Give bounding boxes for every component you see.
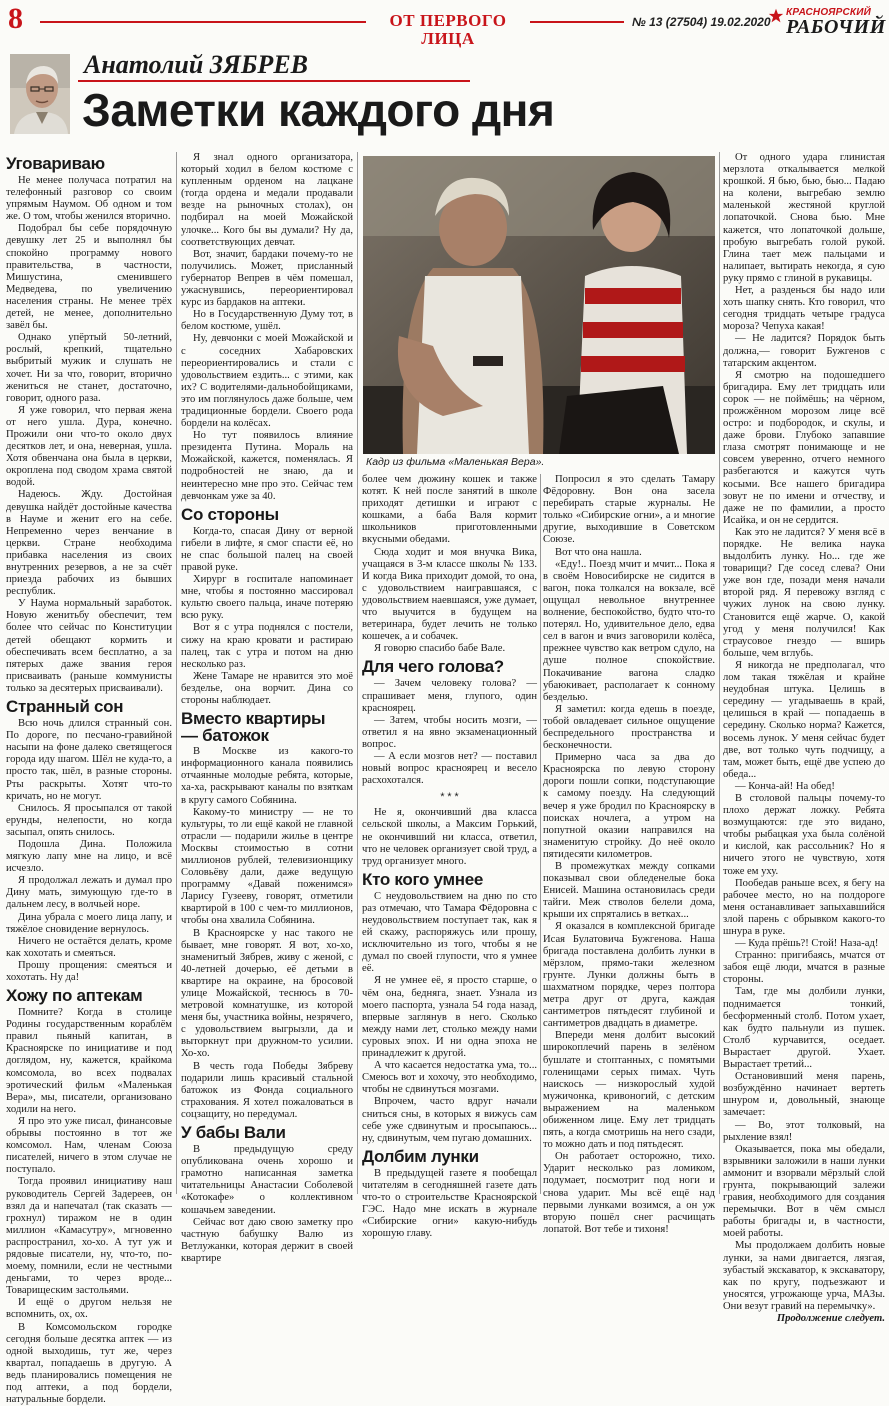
paragraph: А что касается недостатка ума, то... Смеюсь вот и хохочу, это необходимо, чтобы не сдвинуться мозгами. [362,1060,537,1096]
paragraph: С неудовольствием на дню по сто раз отмечаю, что Тамара Фёдоровна с неудовольствием поступает так, как я ей скажу, распоряжусь или прошу, исключительно из того, чтобы я не думал по своей глупости, что я умнее её. [362,890,537,975]
paragraph: — Затем, чтобы носить мозги, — ответил я на явно экзаменационный вопрос. [362,714,537,750]
stars-divider: * * * [440,791,459,804]
paragraph: Я продолжал лежать и думал про Дину мать, зимующую где-то в дальнем лесу, в волчьей норе. [6,875,172,911]
logo-star-icon [768,8,784,24]
paragraph: Оказывается, пока мы обедали, взрывники заложили в наши лунки аммонит и взорвали мёрзлый слой грунта, покрывающий залежи гравия, необходимого для создания перемычки. Вот в чём смысл работы бригады и, в частности, моей работы. [723,1143,885,1240]
paragraph: Сюда ходит и моя внучка Вика, учащаяся в 3-м классе школы № 133. И когда Вика приходит домой, то она, с удовольствием наигравшаяся, с удовольствием наевшаяся, уже думает, что выучится в будущем на ветеринара, будет лечить не только кошечек, а и собачек. [362,546,538,643]
paragraph: Как это не ладится? У меня всё в порядке. Не велика наука выдолбить лунку. Но... где же товарищи? Где сосед слева? Они уже вон где, позади меня начали второй ряд. Я перевожу взгляд с чужих лунок на свою лунку. Становится ещё жарче. О, какой угод у меня получился! Как страусовое гнездо — вширь больше, чем вглубь. [723,526,885,659]
paragraph: Остановивший меня парень, возбуждённо начинает вертеть шнуром и, довольный, знающе замечает: [723,1071,885,1119]
paragraph: Ничего не остаётся делать, кроме как хохотать и смеяться. [6,935,172,959]
paragraph: Какому-то министру — не то культуры, то ли ещё какой не главной отрасли — подарили жилье в центре Москвы стоимостью в сотни миллионов рублей, телевизионщику Соловьёву дали, даже ведущую программу «Давай поженимся» Ларису Гузееву, говорят, отметили квартирой в 100 с чем-то миллионов, чтобы она хвалила Собянина. [181,806,353,927]
paragraph: От одного удара глинистая мерзлота откалывается мелкой крошкой. Я бью, бью, бью... Падаю на колени, выгребаю землю маленькой жестяной круглой лопаточкой. Снова бью. Мне кажется, что лопаточкой дольше, пробую выгребать голой рукой. Глина тает меж пальцами и налипает, вытирать некогда, я сую руку прямо с глиной в рукавицы. [723,152,885,284]
paragraph: Вот я с утра поднялся с постели, сижу на краю кровати и растираю палец, так с утра и потом на дню несколько раз. [181,622,353,670]
paragraph: Я про это уже писал, финансовые обрывы постоянно в тот же комсомол. Нам, членам Союза писателей, ничего в этом случае не поступало. [6,1115,172,1176]
paragraph: Я не умнее её, я просто старше, о чём она, бедняга, знает. Узнала из моего паспорта, узнала 54 года назад, впервые заглянув в него. Сколько между нами лет, столько между нами суровых эпох. И ни одна эпоха не принадлежит к другой. [362,975,537,1060]
column-4 [543,474,715,1235]
paragraph: — Куда прёшь?! Стой! Наза-ад! [735,938,879,950]
paragraph: Но в Государственную Думу тот, в белом костюме, ушёл. [181,309,353,333]
section-heading: Уговариваю [6,154,105,173]
paragraph: Впрочем, часто вдруг начали сниться сны, в которых я вижусь сам себе уже сдвинутым и просыпаюсь... ну, сдвинутым, чем пугаю домашних. [362,1096,537,1144]
author-rule [78,80,470,82]
section-heading-line-1: Вместо квартиры [181,709,326,729]
section-heading: Со стороны [181,504,279,524]
header-rule-right [530,21,624,23]
column-5 [723,152,885,1324]
paragraph: — А если мозгов нет? — поставил новый вопрос красноярец и весело расхохотался. [362,750,537,787]
article-title: Заметки каждого дня [82,84,555,136]
paragraph: У Наума нормальный заработок. Новую женитьбу обеспечит, тем более что сейчас по Конституции детей обещают кормить и обеспечивать всем бесплатно, а за пятерых даже звания героя присваивать (раньше коммунисты только за десятерых присваивали). [6,598,172,694]
paragraph: Дина убрала с моего лица лапу, и тяжёлое сновидение вернулось. [6,911,172,935]
column-2 [181,152,353,1264]
photo-caption: Кадр из фильма «Маленькая Вера». [366,456,545,468]
paragraph: Я оказался в комплексной бригаде Исая Булатовича Бужгенова. Наша бригада поставлена долбить лунки в мёрзлом, прямо-таки железном грунте. Лунки должны быть в шахматном порядке, через полтора метра друг от друга, каждая сантиметров пятьдесят глубиной и сантиметров двадцать в диаметре. [543,921,715,1030]
section-heading [181,710,353,744]
paragraph: «Еду!.. Поезд мчит и мчит... Пока я в своём Новосибирске не сидится в вагон, пока толкался на вокзале, всё ощущал невольное внутреннее волнение, беспокойство, будто что-то потерял. Но, удивительное дело, едва сел в вагон и вчиз заговорили колёса, прежнее чувство как ветром сдуло, на душе полное спокойствие. Покачивание вагона сладко убаюкивает, располагает к сонному безделью. [543,558,715,703]
paragraph: В Красноярске у нас такого не бывает, мне говорят. Я вот, хо-хо, знаменитый Зябрев, живу с женой, с 40-летней дочерью, её детьми в квартире на окраине, на бросовой улице Можайской, теснюсь в 70-метровой комнатушке, из которой меня бы, участника войны, незрячего, с удовольствием выгрызли, да и выторкнут при дружном-то усилии. Хо-хо. [181,927,353,1060]
paragraph: Прошу прощения: смеяться и хохотать. Ну да! [6,959,172,983]
paragraph: Снилось. Я просыпался от такой ерунды, нелепости, но когда засыпал, опять снилось. [6,802,172,838]
paragraph: Впереди меня долбит высокий широкоплечий парень в зелёном бушлате и стоптанных, с помятыми голенищами серых пимах. Чуть наискось — низкорослый худой мужичонка, кривоногий, с детским выражением на маленьком обиженном лице. Ему лет тридцать пять, а когда смотришь на него сзади, то можно дать и под пятьдесят. [543,1030,715,1151]
paragraph: Я говорю спасибо бабе Вале. [374,643,506,655]
paragraph: Подошла Дина. Положила мягкую лапу мне на лицо, и всё исчезло. [6,838,172,875]
paragraph: Я заметил: когда едешь в поезде, тобой овладевает сильное ощущение беспредельного пространства и бесконечности. [543,703,715,752]
film-still-photo [363,156,715,454]
paragraph: В Комсомольском городке сегодня больше десятка аптек — из одной выходишь, тут же, через квартал, попадаешь в другую. А ведь планировались помещения не под аптеки, а под бордели, натуральные бордели. [6,1321,172,1406]
section-heading: Странный сон [6,697,124,717]
paragraph: Но тут появилось влияние президента Путина. Мораль на Можайской, кажется, поменялась. Я подробностей не знаю, да и неинтересно мне про это. Сейчас тем девчонкам уже за 40. [181,430,353,502]
paragraph: Я знал одного организатора, который ходил в белом костюме с купленным орденом на лацкане (тогда ордена и медали продавали везде на рыночных столах), он подбирал на моей Можайской улочке... Кого бы вы думали? Ну да, соответствующих девчат. [181,152,353,248]
column-separator [176,152,177,1194]
paragraph: Пообедав раньше всех, я бегу на рабочее место, но на полдороге меня останавливает запыхавшийся злой парень с обрывком какого-то шнура в руке. [723,877,885,937]
paragraph: В предыдущую среду опубликована очень хорошо и грамотно написанная заметка читательницы Анастасии Соболевой «Котокафе» о коллективном кошачьем заведении. [181,1144,353,1216]
paragraph: Подобрал бы себе порядочную девушку лет 25 и выполнял бы спокойно программу нового правительства, в частности, Мишустина, сменившего Медведева, по увеличению населения страны. Не менее трёх детей, не менее, дополнительно завёл бы. [6,223,172,332]
section-heading: Для чего голова? [362,657,504,677]
paragraph: Хирург в госпитале напоминает мне, чтобы я постоянно массировал культю своего пальца, иначе потеряю всю руку. [181,574,353,622]
column-3 [362,474,538,1240]
paragraph: Вот, значит, бардаки почему-то не получились. Может, присланный губернатор Вепрев в чём помешал, ужаснувшись, переориентировал курс из бардаков на аптеки. [181,248,353,309]
paragraph: Помните? Когда в столице Родины государственным кораблём правил пьяный капитан, в Красноярске по инициативе и под доглядом, ну, кажется, крайкома комсомола, во всех подвалах эротический фильм «Маленькая Вера», мы, писатели, организовано ходили на него. [6,1007,172,1115]
paragraph: В промежутках между сопками показывал свои обледенелые бока Енисей. Машина остановилась среди тайги. Меж стволов белели дома, крыши их спрятались в ветках... [543,861,715,921]
column-separator [719,152,720,1194]
page-number: 8 [8,2,23,35]
paragraph: Когда-то, спасая Дину от верной гибели в лифте, я смог спасти её, но не спас большой палец на своей правой руке. [181,525,353,573]
paragraph: Примерно часа за два до Красноярска по левую сторону дороги пошли сопки, подступающие к самому поезду. На следующий вечер я уже бродил по Красноярску в поисках ночлега, а утром на попутной оказии направился на знаменитую стройку. До неё около пятидесяти километров. [543,752,715,860]
paragraph: — Зачем человеку голова? — спрашивает меня, глупого, один красноярец. [362,678,537,714]
section-heading-line-2: — батожок [181,726,269,746]
column-separator [540,474,541,1194]
paragraph: Попросил я это сделать Тамару Фёдоровну. Вон она засела перебирать старые журналы. Не только «Сибирские огни», а и многие другие, выходившие в Советском Союзе. [543,474,715,546]
column-separator [357,152,358,1194]
paragraph: Я смотрю на подошедшего бригадира. Ему лет тридцать или сорок — не поймёшь; на чёрном, прожжённом морозом лице всё остро: и подбородок, и скулы, и даже брови. Глубоко запавшие глаза смотрят понимающе и не совсем уверенно, отчего немного разбегаются и кажутся чуть косыми. Все нашего бригадира зовут не по имени и отчеству, и даже не по фамилии, а просто Исайка, и он не сердится. [723,369,885,526]
paragraph: более чем дюжину кошек и также котят. К ней после занятий в школе приходят детишки и играют с кошками, а баба Валя кормит школьников приготовленными вкусными обедами. [362,474,537,546]
paragraph: Странно: пригибаясь, мчатся от забоя ещё люди, мчатся в разные стороны. [723,950,885,986]
author-name: Анатолий ЗЯБРЕВ [84,50,308,79]
paragraph: Не менее получаса потратил на телефонный разговор со своим упрямым Наумом. Об одном и том же. О том, чтобы женился вторично. [6,175,172,223]
paragraph: В честь года Победы Зябреву подарили лишь красивый стальной батожок из Фонда социального страхования. Я хотел пожаловаться в соцзащиту, но передумал. [181,1060,353,1120]
paragraph: Не я, окончивший два класса сельской школы, а Максим Горький, не окончивший ни класса, ответил, что не человек организует свой труд, а труд организует много. [362,807,537,867]
rubric-label: ОТ ПЕРВОГО ЛИЦА [389,11,507,48]
paragraph: Вот что она нашла. [555,546,642,558]
paragraph: — Конча-ай! На обед! [735,780,835,792]
section-heading: Долбим лунки [362,1146,479,1166]
paragraph: Сейчас вот даю свою заметку про частную бабушку Валю из Ветлужанки, которая держит в своей квартире [181,1216,353,1264]
paragraph: Там, где мы долбили лунки, поднимается тонкий, бесформенный столб. Потом ухает, как будто пальнули из пушек. Столб курчавится, оседает. Вырастает другой. Ухает. Вырастает третий... [723,986,885,1071]
paragraph: Я уже говорил, что первая жена от него ушла. Дура, конечно. Прожили они что-то около двух десятков лет, и она, неверная, ушла. Хотя обвенчана она была в церкви, окроплена под сводом храма святой водой. [6,404,172,489]
section-heading: У бабы Вали [181,1123,286,1143]
paragraph: Я никогда не предполагал, что лом такая тяжёлая и крайне неудобная штука. Целишь в середину — угадываешь в край, целишься в край — попадаешь в середину. Сколько норма? Кажется, восемь лунок. У меня сейчас будет две, вот только чуть подчищу, а там, может быть, ещё две успею до обеда... [723,659,885,780]
column-1 [6,152,172,1406]
section-heading: Кто кого умнее [362,869,484,889]
paragraph: Всю ночь длился странный сон. По дороге, по песчано-гравийной насыпи на фоне далеко светящегося города иду шагом. Шёл не куда-то, а просто так, шёл, в разные стороны. Рты раскрыты. Хотят что-то кричать, но не могут. [6,718,172,802]
issue-info: № 13 (27504) 19.02.2020 [632,15,771,29]
paragraph: Нет, а разденься бы надо или хоть шапку снять. Кто говорил, что сегодня тридцать четыре градуса мороза? Чепуха какая! [723,285,885,333]
paragraph: В столовой пальцы почему-то плохо держат ложку. Ребята возмущаются: где это видано, чтобы рыбацкая уха была солёной и кислой, как рассольник? Но я ничего этого не чувствую, хотя тоже ем уху. [723,792,885,877]
paragraph: — Во, этот толковый, на рыхление взял! [723,1119,885,1143]
paragraph: В Москве из какого-то информационного канала появились отчаянные молодые ребята, которые, ха-ха, раскрывают каналы по взяткам в кругу самого Собянина. [181,746,353,806]
paragraph: Ну, девчонки с моей Можайской и с соседних Хабаровских переориентировались и стали с удовольствием ездить... с этими, как их? С водителями-дальнобойщиками, это им поглянулось даже больше, чем традиционные бордели. Своего рода бордели на колёсах. [181,333,353,430]
logo-line-2: РАБОЧИЙ [786,16,886,38]
paragraph: В предыдущей газете я пообещал читателям в сегодняшней газете дать что-то о строительстве Красноярской ГЭС. Надо мне искать в журнале «Сибирские огни» какую-нибудь хорошую главу. [362,1167,537,1240]
author-photo [10,54,70,134]
paragraph: Мы продолжаем долбить новые лунки, за нами двигается, лязгая, зубастый экскаватор, к экскаватору, как по кругу, подъезжают и уносятся, угрожающе урча, МАЗы. Они везут гравий на перемычку». [723,1240,885,1312]
paragraph: Жене Тамаре не нравится это моё безделье, она ворчит. Дина со стороны наблюдает. [181,670,353,707]
paragraph: Надеюсь. Жду. Достойная девушка найдёт достойные качества в Науме и женит его на себе. Непременно через венчание в церкви. Стране необходима прибавка населения из своих внутренних резервов, а не за счёт приезда рабочих из бывших республик. [6,489,172,598]
paragraph: — Не ладится? Порядок быть должна,— говорит Бужгенов с татарским акцентом. [723,333,885,369]
section-heading: Хожу по аптекам [6,986,143,1006]
paragraph: Однако упёртый 50-летний, рослый, крепкий, тщательно выбритый мужик и слушать не хочет. Ни за что, говорит, вторично жениться не станет, достаточно, говорит, одного раза. [6,332,172,404]
continued-note: Продолжение следует. [776,1313,885,1324]
paragraph: Тогда проявил инициативу наш руководитель Сергей Задереев, он взял да и напечатал (так сказать — грохнул) тиражом не в один миллион «Камасутру», мгновенно распространил, хо-хо. А тут уж и рядовые писатели, ну, что-то, по-моему, помнили, если не честными деньгами, то через вроде... Товарищеским застольями. [6,1176,172,1297]
paragraph: Он работает осторожно, тихо. Ударит несколько раз ломиком, подумает, посмотрит под ноги и снова ударит. Мы всё ещё над первыми лунками возимся, а он уж вторую пошёл снег расчищать лопатой. Вот тебе и тихоня! [543,1151,715,1235]
logo-line-1: КРАСНОЯРСКИЙ [786,7,871,18]
paragraph: И ещё о другом нельзя не вспомнить, ох, ох. [6,1297,172,1321]
header-rule-left [40,21,366,23]
